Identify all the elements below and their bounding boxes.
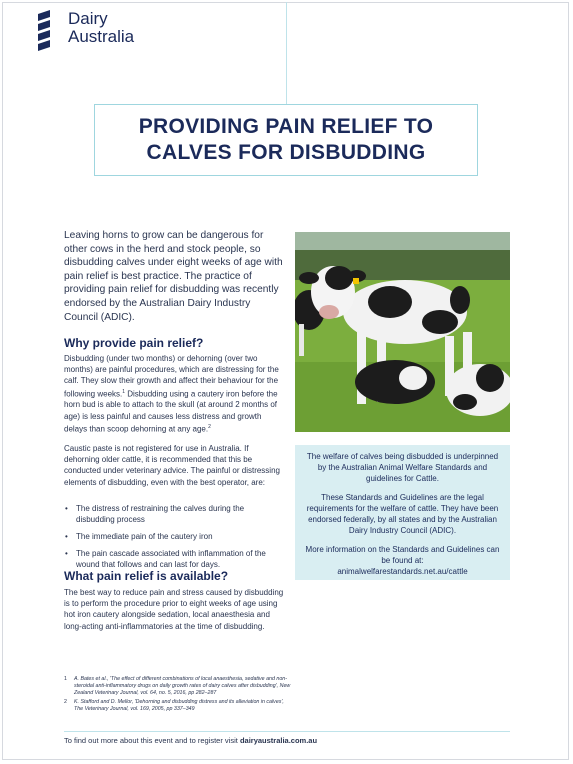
- distress-list: [64, 503, 284, 576]
- footnotes: [64, 676, 294, 715]
- header-divider: [286, 2, 287, 104]
- what-paragraph: The best way to reduce pain and stress caused by disbudding is to perform the procedure prior to eight weeks of age using hot iron cautery alongside sedation, local anaesthesia and long-acting anti-inflammatories at the time of disbudding.: [64, 588, 284, 631]
- dairy-australia-logo[interactable]: [36, 10, 134, 54]
- logo-line-2: Australia: [68, 27, 135, 46]
- logo-wordmark: [68, 10, 134, 46]
- footnote-text: A. Bates et al., 'The effect of different combinations of local anaesthesia, sedative and non-steroidal anti-inflammatory drugs on daily growth rates of dairy calves after disbudding', New Zealand Veterinary Journal, vol. 64, no. 5, 2016, pp 282–287: [74, 676, 291, 696]
- why-paragraph-1: [64, 353, 284, 435]
- page-title: [94, 104, 478, 176]
- title-line-2: CALVES FOR DISBUDDING: [146, 141, 426, 164]
- footnote-text: K. Stafford and D. Mellor, 'Dehorning and disbudding distress and its alleviation in calves', The Veterinary Journal, vol. 169, 2005, pp 337–349: [74, 699, 284, 712]
- footer-website-link[interactable]: dairyaustralia.com.au: [239, 736, 318, 745]
- logo-line-1: Dairy: [68, 9, 108, 28]
- why-p1-text-b: Disbudding using a cautery iron before the horn bud is able to attach to the skull (at around 2 months of age) is less painful and causes less distress and growth delays than scoop dehorning at any age.: [64, 389, 278, 434]
- footnote-1: [64, 676, 294, 697]
- why-heading: Why provide pain relief?: [64, 336, 204, 350]
- title-line-1: PROVIDING PAIN RELIEF TO: [138, 115, 434, 138]
- calves-illustration: [295, 232, 510, 432]
- list-item: • The immediate pain of the cautery iron: [64, 531, 284, 542]
- why-paragraph-2: Caustic paste is not registered for use in Australia. If dehorning older cattle, it is recommended that this be conducted under veterinary advice. The painful or distressing elements of disbudding, even with the best operator, are:: [64, 444, 280, 487]
- footer-text: To find out more about this event and to register visit: [64, 736, 240, 745]
- footnote-ref-1: 1: [122, 388, 126, 395]
- list-item: • The distress of restraining the calves during the disbudding process: [64, 503, 284, 525]
- footnote-number: 1: [64, 676, 67, 682]
- footnote-ref-2: 2: [208, 423, 211, 430]
- footnote-2: [64, 699, 294, 713]
- welfare-callout: [295, 445, 510, 580]
- footer: [64, 736, 317, 745]
- calves-photo: [295, 232, 510, 432]
- callout-paragraph-3: More information on the Standards and Guidelines can be found at:: [305, 545, 500, 565]
- callout-paragraph-1: The welfare of calves being disbudded is underpinned by the Australian Animal Welfare Standards and guidelines for Cattle.: [306, 452, 499, 483]
- footer-divider: [64, 731, 510, 732]
- welfare-standards-link[interactable]: animalwelfarestandards.net.au/cattle: [337, 567, 468, 576]
- intro-paragraph: Leaving horns to grow can be dangerous for other cows in the herd and stock people, so disbudding calves under eight weeks of age with pain relief is best practice. The practice of providing pain relief for disbudding was recently endorsed by the Australian Dairy Industry Council (ADIC).: [64, 230, 283, 323]
- logo-stripes-icon: [36, 10, 62, 54]
- callout-paragraph-2: These Standards and Guidelines are the legal requirements for the welfare of cattle. They have been endorsed federally, by all states and by the Australian Dairy Industry Council (ADIC).: [306, 493, 499, 535]
- footnote-number: 2: [64, 699, 67, 705]
- what-heading: What pain relief is available?: [64, 569, 229, 583]
- why-p1-text-a: Disbudding (under two months) or dehorning (over two months) are painful procedures, which are distressing for the calf. They slow their growth and affect their behaviour for the following weeks.: [64, 354, 279, 399]
- list-item: • The pain cascade associated with inflammation of the wound that follows and can last for days.: [64, 548, 284, 570]
